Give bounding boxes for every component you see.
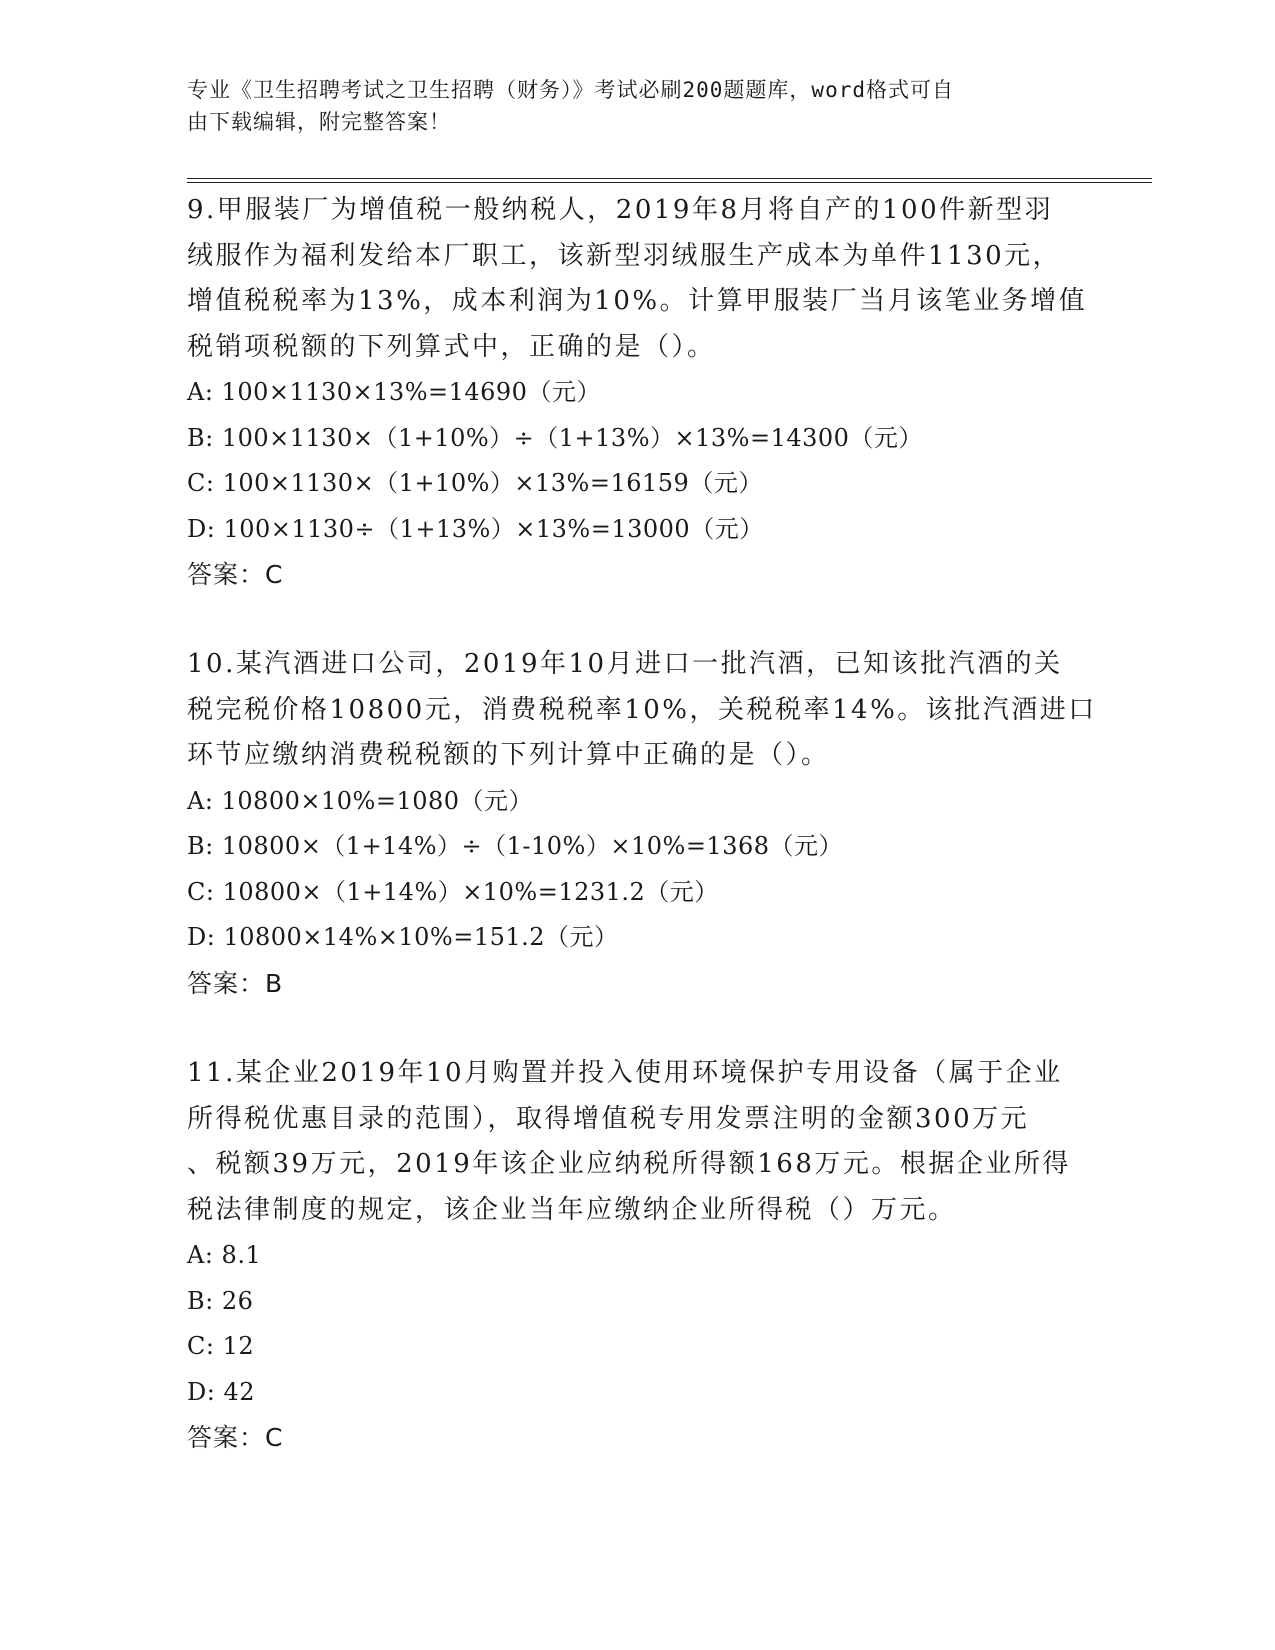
- question-stem-line: 9.甲服装厂为增值税一般纳税人，2019年8月将自产的100件新型羽: [187, 195, 1054, 225]
- option-b: B: 26: [187, 1286, 254, 1315]
- option-b: B: 100×1130×（1+10%）÷（1+13%）×13%=14300（元）: [187, 423, 923, 452]
- question-stem-line: 、税额39万元，2019年该企业应纳税所得额168万元。根据企业所得: [187, 1149, 1071, 1179]
- question-stem-line: 环节应缴纳消费税税额的下列计算中正确的是（）。: [187, 740, 830, 770]
- answer-label: 答案：B: [187, 968, 284, 998]
- question-stem-line: 所得税优惠目录的范围），取得增值税专用发票注明的金额300万元: [187, 1103, 1030, 1134]
- option-a: A: 10800×10%=1080（元）: [187, 786, 534, 815]
- header-divider-top: [187, 178, 1152, 179]
- header-line-1: 专业《卫生招聘考试之卫生招聘（财务）》考试必刷200题题库，word格式可自: [187, 78, 954, 102]
- question-stem-line: 税法律制度的规定，该企业当年应缴纳企业所得税（）万元。: [187, 1194, 957, 1225]
- question-stem-line: 增值税税率为13%，成本利润为10%。计算甲服装厂当月该笔业务增值: [187, 286, 1088, 316]
- option-d: D: 100×1130÷（1+13%）×13%=13000（元）: [187, 514, 764, 543]
- answer-label: 答案：C: [187, 560, 284, 589]
- question-10: [187, 642, 1097, 1006]
- header-line-2: 由下载编辑，附完整答案！: [187, 110, 451, 134]
- question-stem-line: 绒服作为福利发给本厂职工，该新型羽绒服生产成本为单件1130元，: [187, 240, 1062, 271]
- document-header: [187, 74, 1087, 138]
- header-divider-bottom: [187, 182, 1152, 183]
- question-stem-line: 10.某汽酒进口公司，2019年10月进口一批汽酒，已知该批汽酒的关: [187, 649, 1063, 679]
- question-stem-line: 税销项税额的下列算式中，正确的是（）。: [187, 331, 716, 362]
- option-a: A: 100×1130×13%=14690（元）: [187, 378, 601, 406]
- option-d: D: 10800×14%×10%=151.2（元）: [187, 923, 619, 951]
- option-a: A: 8.1: [187, 1241, 262, 1269]
- option-c: C: 12: [187, 1332, 255, 1360]
- option-c: C: 100×1130×（1+10%）×13%=16159（元）: [187, 469, 763, 497]
- option-b: B: 10800×（1+14%）÷（1-10%）×10%=1368（元）: [187, 832, 844, 860]
- question-11: [187, 1051, 1087, 1461]
- question-stem-line: 税完税价格10800元，消费税税率10%，关税税率14%。该批汽酒进口: [187, 694, 1097, 725]
- option-c: C: 10800×（1+14%）×10%=1231.2（元）: [187, 877, 719, 906]
- answer-label: 答案：C: [187, 1423, 284, 1452]
- question-stem-line: 11.某企业2019年10月购置并投入使用环境保护专用设备（属于企业: [187, 1058, 1063, 1088]
- option-d: D: 42: [187, 1377, 255, 1406]
- question-9: [187, 188, 1087, 598]
